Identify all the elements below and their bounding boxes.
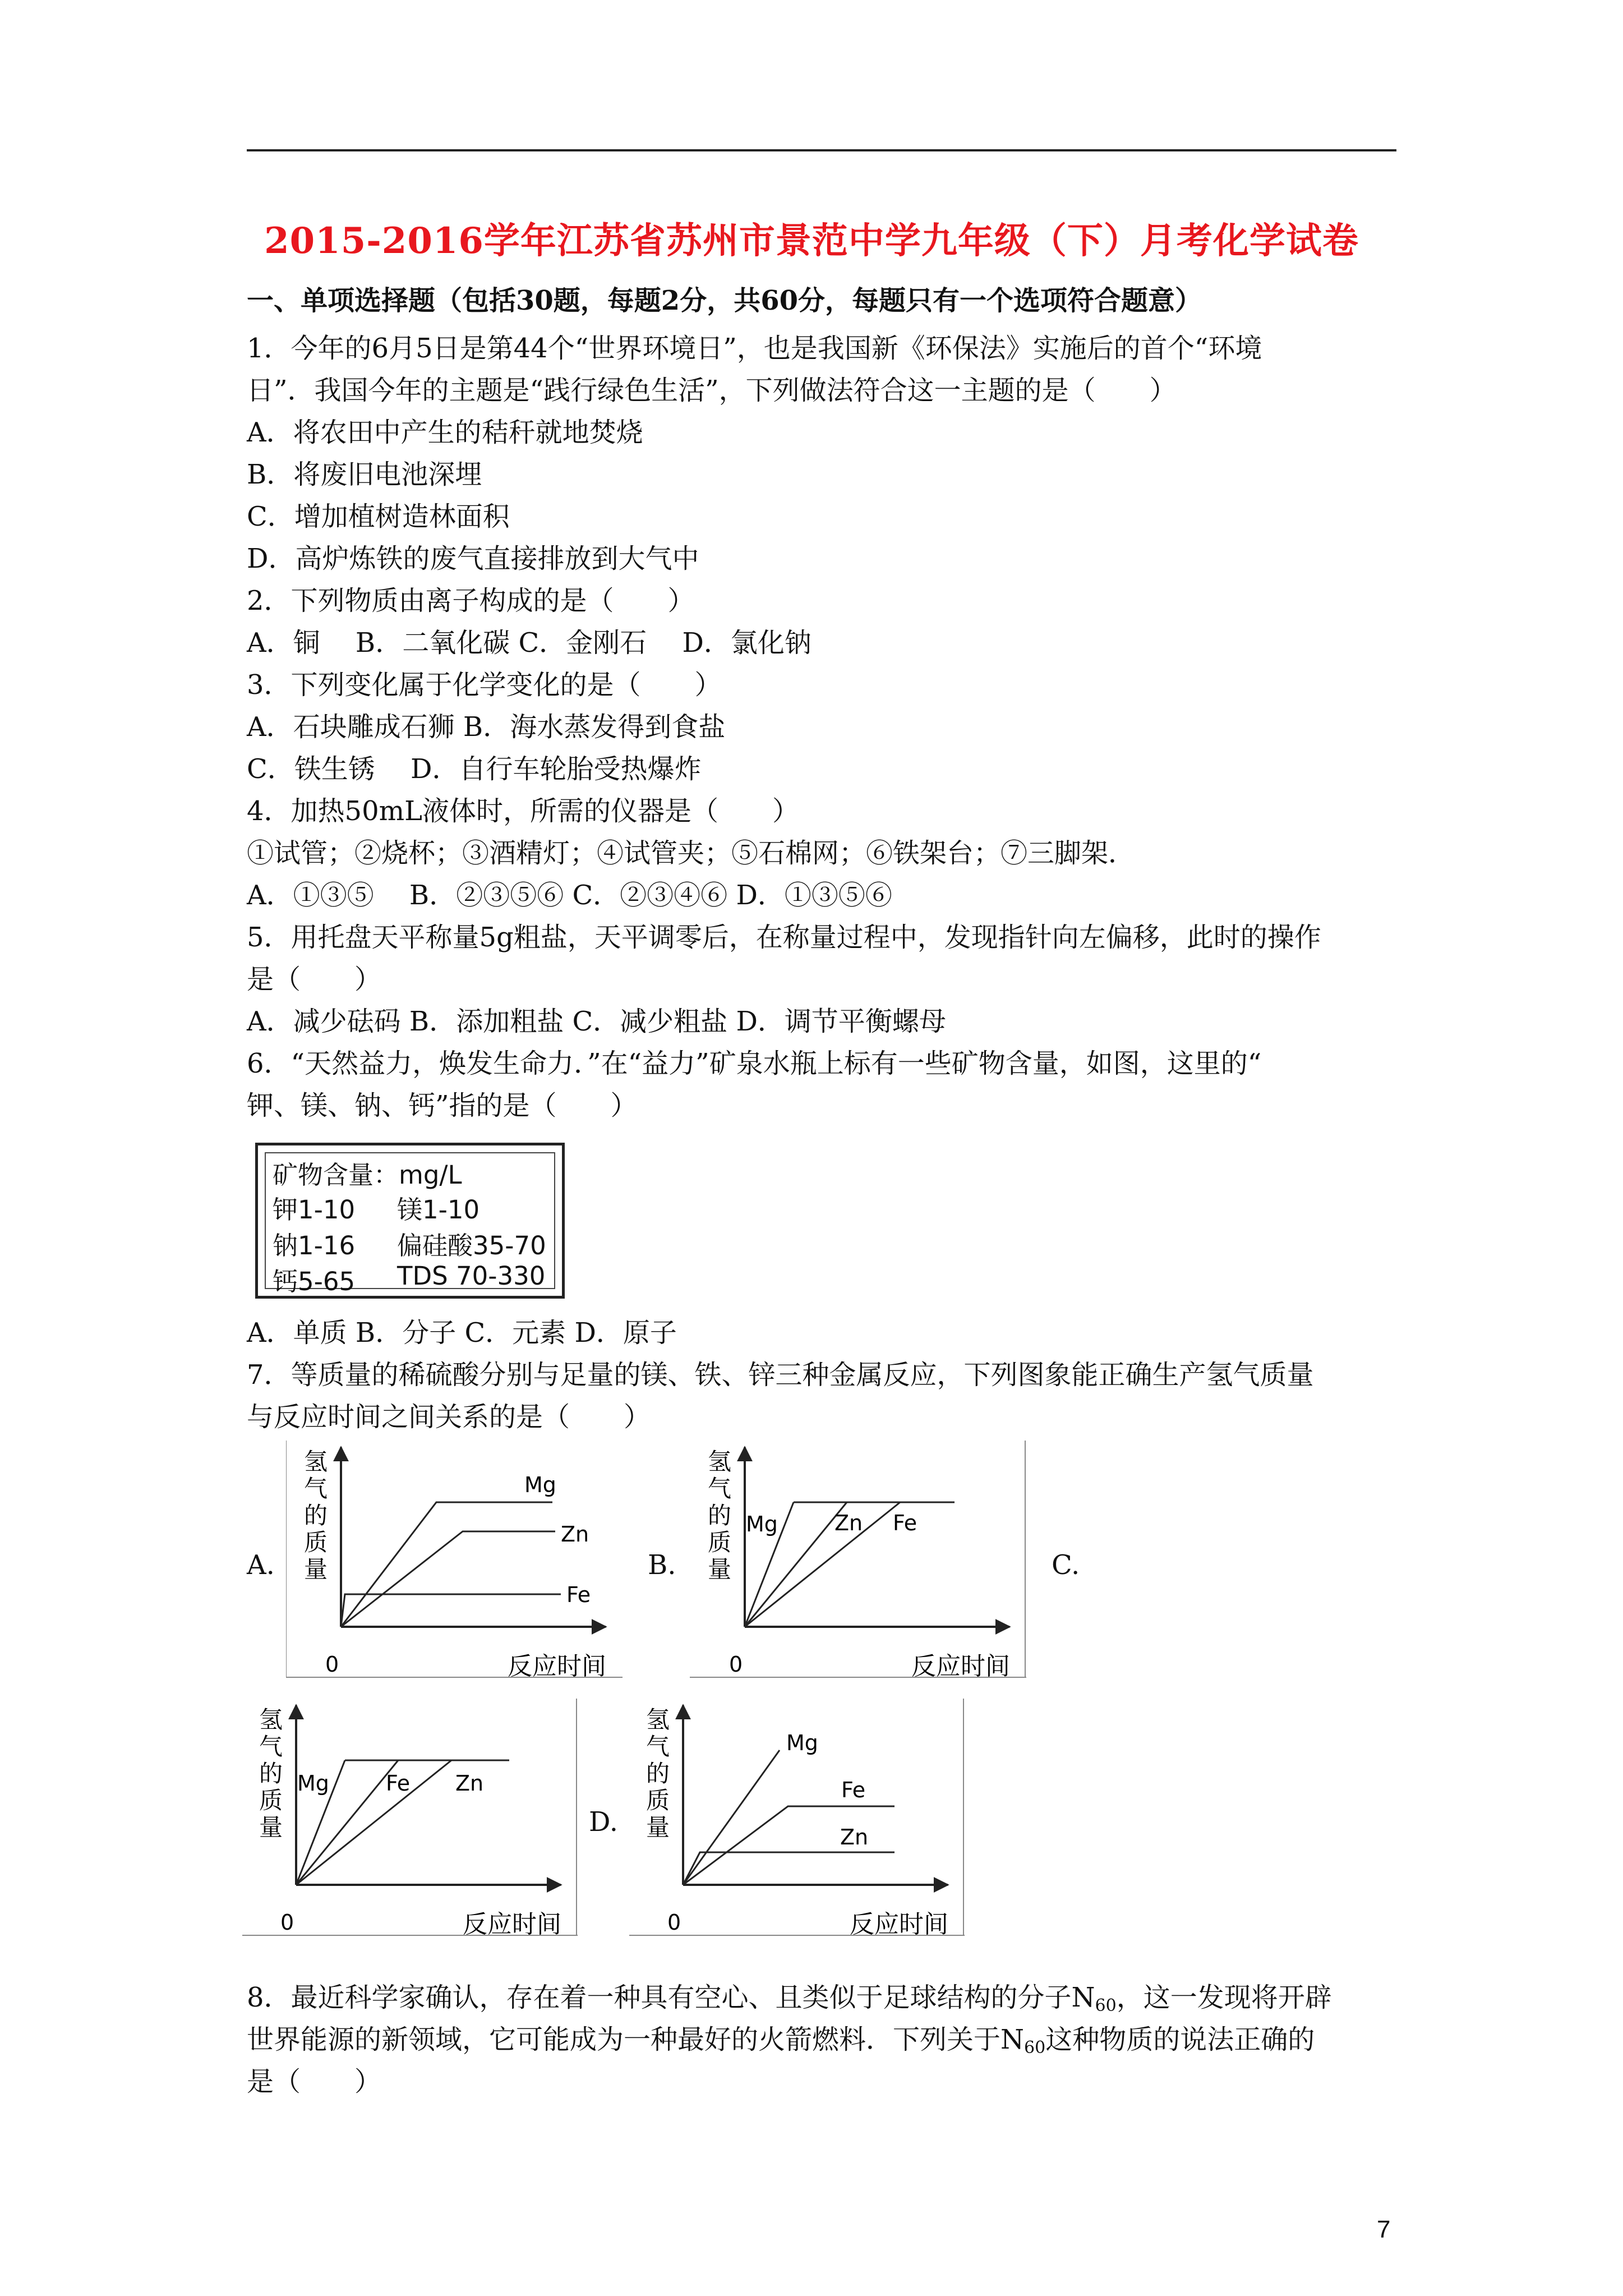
graph-a-xlabel: 反应时间 [508,1652,606,1681]
graph-d-zn-label: Zn [840,1825,869,1849]
graph-d-origin: 0 [667,1910,681,1935]
q1-option-b: B．将废旧电池深埋 [247,459,482,490]
graph-b-ylabel-5: 量 [708,1556,732,1583]
q8-stem-line2 [247,2022,1315,2065]
q5-stem-line1: 5．用托盘天平称量5g粗盐，天平调零后，在称量过程中，发现指针向左偏移，此时的操作 [247,922,1321,953]
q8-sub-1: 60 [1095,1996,1117,2016]
q4-options: A．①③⑤ B．②③⑤⑥ C．②③④⑥ D．①③⑤⑥ [247,880,892,911]
graph-b-ylabel-3: 的 [708,1502,732,1529]
graph-a-zn-line [341,1531,555,1627]
graph-b-ylabel-1: 氢 [708,1448,732,1475]
graph-b-origin: 0 [729,1652,743,1677]
graph-a-fe-label: Fe [566,1582,591,1607]
graph-c-ylabel-1: 氢 [259,1706,283,1733]
q6-options: A．单质 B．分子 C．元素 D．原子 [247,1317,677,1349]
q8-text-2a: 世界能源的新领域，它可能成为一种最好的火箭燃料．下列关于N [247,2024,1025,2055]
mineral-content-label [255,1143,565,1299]
graph-d-ylabel-2: 气 [646,1733,670,1760]
graph-a [286,1436,634,1683]
mineral-metasilicic-acid: 偏硅酸35-70 [397,1231,546,1260]
graph-d-ylabel-1: 氢 [646,1706,670,1733]
graph-d-ylabel-5: 量 [646,1814,670,1841]
graph-c-xlabel: 反应时间 [463,1910,561,1939]
graph-b-ylabel-4: 质 [708,1529,732,1556]
graph-d-mg-label: Mg [786,1731,818,1755]
graph-a-mg-line [341,1502,552,1627]
section-heading: 一、单项选择题（包括30题，每题2分，共60分，每题只有一个选项符合题意） [247,285,1202,316]
graph-a-ylabel-3: 的 [304,1502,328,1529]
q7-stem-line1: 7．等质量的稀硫酸分别与足量的镁、铁、锌三种金属反应，下列图象能正确生产氢气质量 [247,1359,1314,1391]
q4-stem: 4．加热50mL液体时，所需的仪器是（ ） [247,795,800,827]
q1-stem-line2: 日”．我国今年的主题是“践行绿色生活”，下列做法符合这一主题的是（ ） [247,375,1177,406]
q8-stem-line1 [247,1980,1332,2023]
graph-b [690,1436,1038,1683]
q8-text-2b: 这种物质的说法正确的 [1045,2024,1315,2055]
mineral-potassium: 钾1-10 [273,1195,356,1225]
q8-text-1b: ，这一发现将开辟 [1116,1982,1332,2013]
graph-a-ylabel-4: 质 [304,1529,328,1556]
q5-options: A．减少砝码 B．添加粗盐 C．减少粗盐 D．调节平衡螺母 [247,1006,946,1037]
page-number: 7 [1377,2216,1391,2243]
graph-d-fe-label: Fe [841,1778,866,1802]
graph-b-xlabel: 反应时间 [911,1652,1010,1681]
graph-a-zn-label: Zn [561,1522,589,1547]
graph-a-ylabel-1: 氢 [304,1448,328,1475]
header-rule [247,149,1396,151]
graph-c-mg-label: Mg [297,1771,329,1796]
graph-b-ylabel-2: 气 [708,1475,732,1502]
graph-d-zn-line [683,1852,895,1885]
q1-option-a: A．将农田中产生的秸秆就地焚烧 [247,417,643,448]
graph-d-ylabel-4: 质 [646,1787,670,1814]
exam-title: 2015-2016学年江苏省苏州市景范中学九年级（下）月考化学试卷 [264,220,1359,262]
mineral-tds: TDS 70-330 [397,1261,546,1291]
q4-items: ①试管；②烧杯；③酒精灯；④试管夹；⑤石棉网；⑥铁架台；⑦三脚架． [247,838,1136,869]
graph-d-label: D. [589,1806,619,1838]
mineral-label-heading: 矿物含量：mg/L [273,1160,462,1190]
graph-d-mg-line [683,1750,780,1885]
graph-b-fe-label: Fe [893,1511,917,1535]
q7-stem-line2: 与反应时间之间关系的是（ ） [247,1401,651,1433]
q1-option-c: C．增加植树造林面积 [247,501,510,532]
graph-a-mg-label: Mg [524,1473,556,1497]
graph-c-ylabel-5: 量 [259,1814,283,1841]
graph-b-zn-label: Zn [834,1511,863,1535]
q8-stem-line3: 是（ ） [247,2066,382,2097]
graph-b-mg-label: Mg [746,1512,778,1536]
mineral-calcium: 钙5-65 [273,1267,356,1296]
graph-b-label: B. [648,1549,676,1581]
graph-a-label: A. [247,1549,275,1581]
mineral-magnesium: 镁1-10 [397,1195,480,1225]
q3-options-ab: A．石块雕成石狮 B．海水蒸发得到食盐 [247,711,726,743]
q1-stem-line1: 1．今年的6月5日是第44个“世界环境日”，也是我国新《环保法》实施后的首个“环境 [247,333,1262,364]
q1-option-d: D．高炉炼铁的废气直接排放到大气中 [247,543,699,574]
q8-text-1a: 8．最近科学家确认，存在着一种具有空心、且类似于足球结构的分子N [247,1982,1095,2013]
graph-a-ylabel-5: 量 [304,1556,328,1583]
graph-d-ylabel-3: 的 [646,1760,670,1787]
q6-stem-line2: 钾、镁、钠、钙”指的是（ ） [247,1090,638,1121]
graph-c [241,1694,589,1941]
q3-options-cd: C．铁生锈 D．自行车轮胎受热爆炸 [247,753,702,785]
graph-c-zn-label: Zn [455,1771,484,1796]
graph-c-ylabel-4: 质 [259,1787,283,1814]
q3-stem: 3．下列变化属于化学变化的是（ ） [247,669,722,701]
graph-d [628,1694,976,1941]
graph-c-ylabel-3: 的 [259,1760,283,1787]
graph-c-ylabel-2: 气 [259,1733,283,1760]
graph-d-xlabel: 反应时间 [850,1910,948,1939]
q2-stem: 2．下列物质由离子构成的是（ ） [247,585,695,616]
q6-stem-line1: 6．“天然益力，焕发生命力．”在“益力”矿泉水瓶上标有一些矿物含量，如图，这里的“ [247,1048,1262,1079]
mineral-sodium: 钠1-16 [273,1231,356,1260]
q2-options: A．铜 B．二氧化碳 C．金刚石 D．氯化钠 [247,627,811,659]
q5-stem-line2: 是（ ） [247,964,382,995]
graph-a-ylabel-2: 气 [304,1475,328,1502]
graph-a-fe-line [341,1594,561,1627]
q8-sub-2: 60 [1024,2038,1046,2058]
graph-c-label: C. [1052,1549,1080,1581]
graph-c-fe-label: Fe [386,1771,411,1796]
graph-a-origin: 0 [325,1652,339,1677]
graph-c-origin: 0 [280,1910,294,1935]
